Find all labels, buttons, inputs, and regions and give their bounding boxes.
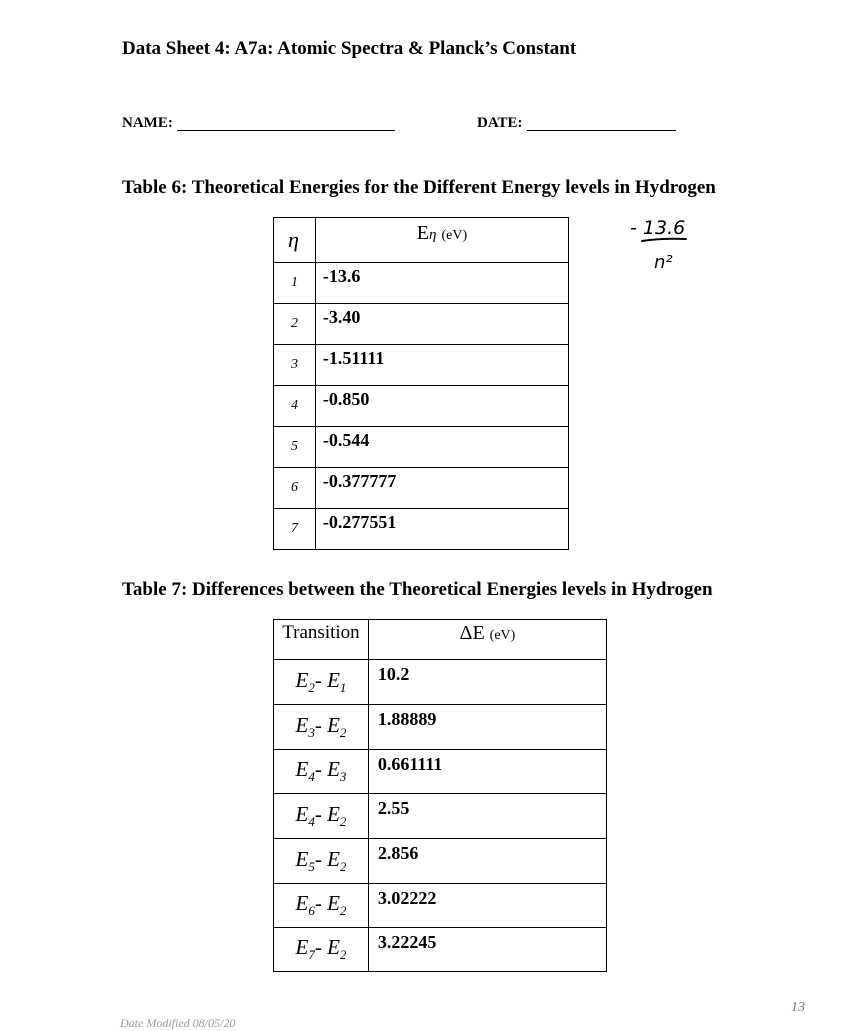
- date-field-line[interactable]: [527, 130, 676, 131]
- handwritten-formula-note: [624, 210, 704, 276]
- footer-date-modified: Date Modified 08/05/20: [120, 1016, 236, 1030]
- header-delta-symbol: ΔE: [459, 622, 485, 644]
- delta-cell: 3.22245: [368, 928, 606, 972]
- header-n-symbol: η: [288, 227, 299, 252]
- header-n-cell: [274, 218, 316, 263]
- header-energy-symbol: E: [416, 222, 429, 244]
- energy-cell: -0.277551: [315, 509, 568, 550]
- table-row: [274, 884, 607, 928]
- transition-cell: $E_4-$ $E_3$: [274, 750, 369, 794]
- energy-cell: -0.544: [315, 427, 568, 468]
- table-row: [274, 304, 569, 345]
- delta-cell: 2.856: [368, 839, 606, 884]
- page-title: Data Sheet 4: A7a: Atomic Spectra & Planck’s Constant: [122, 38, 577, 59]
- delta-cell: 1.88889: [368, 705, 606, 750]
- table-row: [274, 386, 569, 427]
- n-cell: 2: [274, 304, 316, 345]
- transition-lower: 3: [339, 769, 347, 785]
- table6-header-row: [274, 218, 569, 263]
- header-energy-cell: [315, 218, 568, 263]
- transition-upper: 7: [308, 947, 315, 963]
- transition-upper: 5: [308, 859, 315, 875]
- n-cell: 7: [274, 509, 316, 550]
- transition-lower: 2: [339, 725, 347, 741]
- table-row: [274, 660, 607, 705]
- transition-upper: 2: [308, 680, 315, 696]
- transition-upper: 6: [308, 903, 315, 919]
- transition-cell: $E_2-$ $E_1$: [274, 660, 369, 705]
- date-label: DATE:: [477, 115, 523, 131]
- table6-caption: Table 6: Theoretical Energies for the Different Energy levels in Hydrogen: [122, 177, 716, 198]
- delta-cell: 0.661111: [368, 750, 606, 794]
- n-cell: 1: [274, 263, 316, 304]
- header-delta-unit: (eV): [489, 628, 516, 643]
- transition-lower: 2: [339, 903, 347, 919]
- table7-header-row: [274, 620, 607, 660]
- table-row: [274, 928, 607, 972]
- table-row: [274, 263, 569, 304]
- table-row: [274, 794, 607, 839]
- energy-cell: -13.6: [315, 263, 568, 304]
- transition-lower: 2: [339, 859, 347, 875]
- n-cell: 4: [274, 386, 316, 427]
- handwritten-denominator: n²: [654, 252, 673, 273]
- header-delta-cell: [368, 620, 606, 660]
- delta-cell: 10.2: [368, 660, 606, 705]
- energy-cell: -0.850: [315, 386, 568, 427]
- delta-cell: 2.55: [368, 794, 606, 839]
- header-energy-unit: (eV): [441, 228, 468, 243]
- table7-caption: Table 7: Differences between the Theoretical Energies levels in Hydrogen: [122, 579, 713, 600]
- handwritten-numerator: - 13.6: [630, 217, 686, 239]
- name-label: NAME:: [122, 115, 173, 131]
- energy-differences-table: [273, 619, 607, 972]
- delta-cell: 3.02222: [368, 884, 606, 928]
- n-cell: 6: [274, 468, 316, 509]
- transition-cell: $E_7-$ $E_2$: [274, 928, 369, 972]
- n-cell: 5: [274, 427, 316, 468]
- transition-upper: 3: [308, 725, 315, 741]
- table-row: [274, 750, 607, 794]
- page-number: 13: [791, 1000, 805, 1015]
- energy-cell: -0.377777: [315, 468, 568, 509]
- transition-lower: 2: [339, 947, 347, 963]
- transition-cell: $E_3-$ $E_2$: [274, 705, 369, 750]
- n-cell: 3: [274, 345, 316, 386]
- table-row: [274, 468, 569, 509]
- transition-lower: 1: [339, 680, 347, 696]
- transition-cell: $E_6-$ $E_2$: [274, 884, 369, 928]
- energy-levels-table: [273, 217, 569, 550]
- handwritten-fraction-bar: [642, 239, 686, 241]
- transition-lower: 2: [339, 814, 347, 830]
- header-transition-cell: Transition: [274, 620, 369, 660]
- table-row: [274, 509, 569, 550]
- header-energy-sub: η: [429, 227, 437, 243]
- table-row: [274, 839, 607, 884]
- table-row: [274, 345, 569, 386]
- transition-cell: $E_4-$ $E_2$: [274, 794, 369, 839]
- transition-upper: 4: [308, 769, 315, 785]
- name-field-line[interactable]: [177, 130, 395, 131]
- transition-cell: $E_5-$ $E_2$: [274, 839, 369, 884]
- table-row: [274, 705, 607, 750]
- table-row: [274, 427, 569, 468]
- transition-upper: 4: [308, 814, 315, 830]
- energy-cell: -1.51111: [315, 345, 568, 386]
- energy-cell: -3.40: [315, 304, 568, 345]
